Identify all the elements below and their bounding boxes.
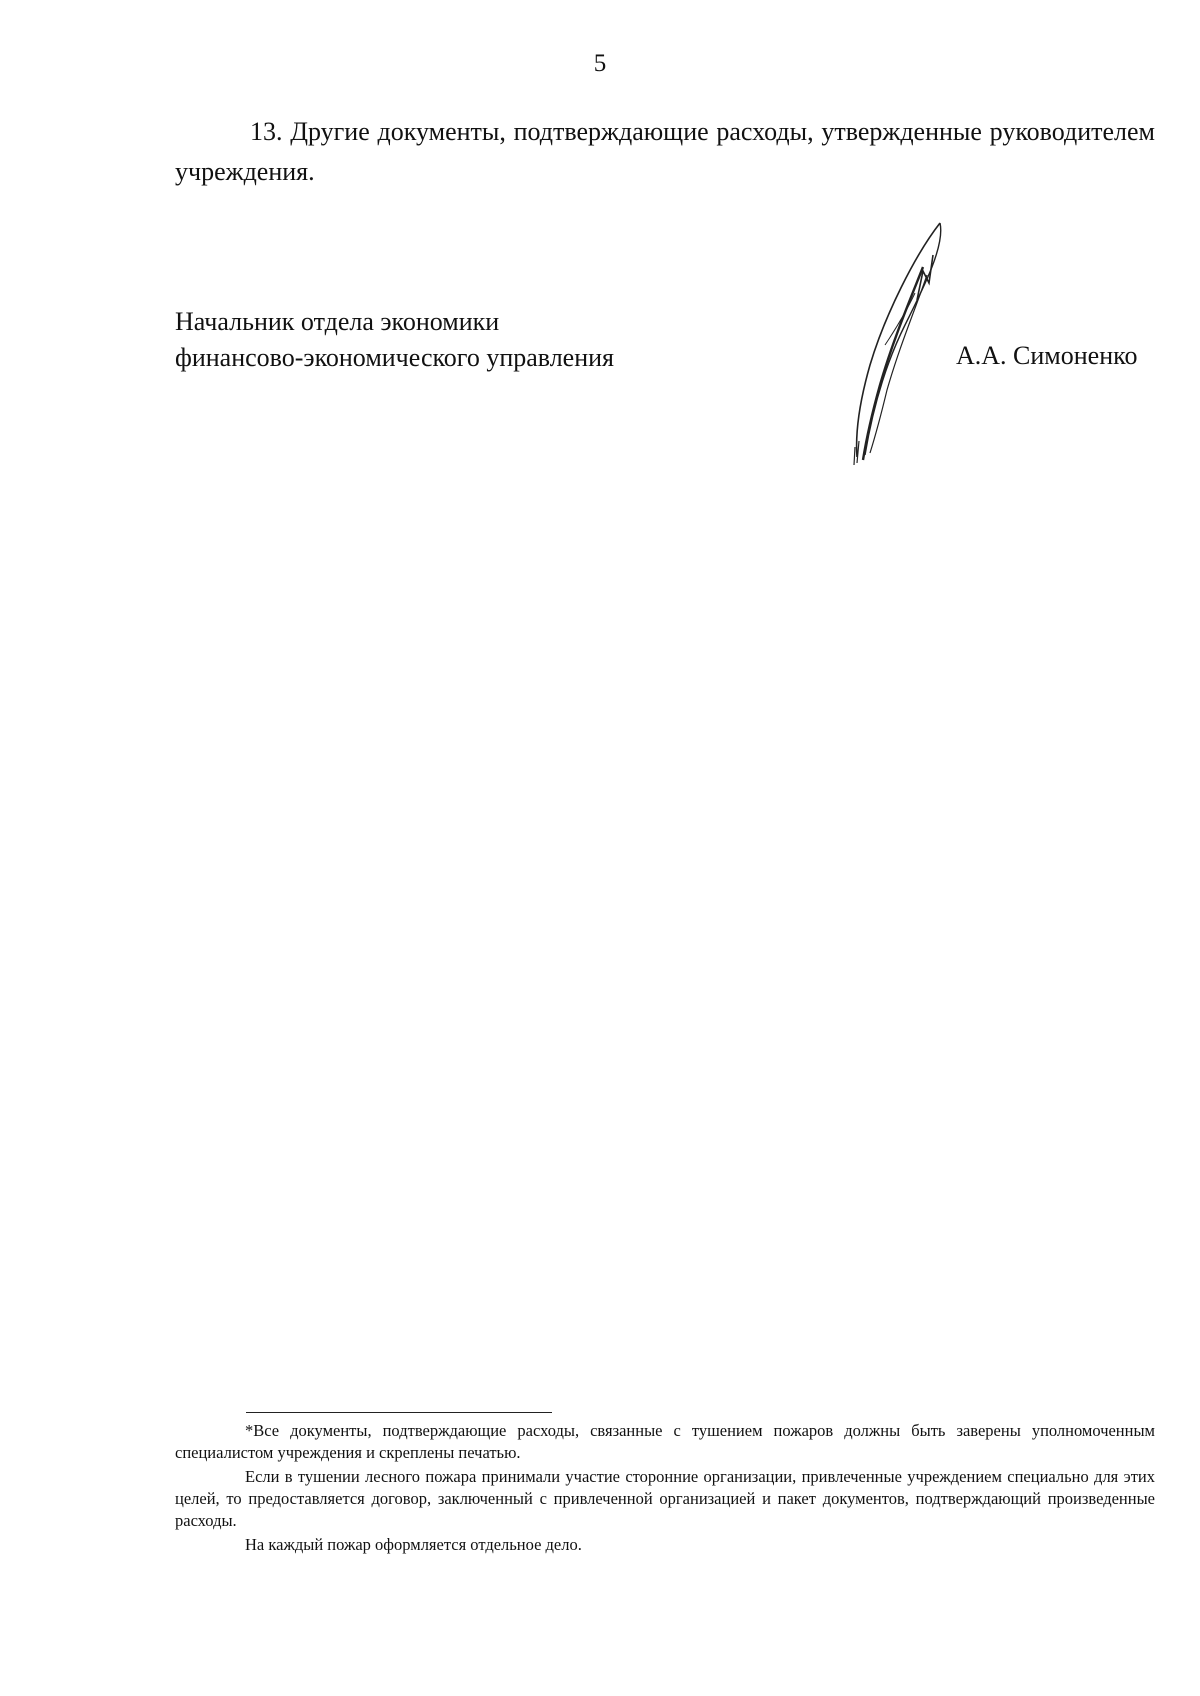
signer-name: А.А. Симоненко [956, 341, 1138, 370]
signer-title [175, 304, 614, 376]
signer-title-line-2: финансово-экономического управления [175, 343, 615, 372]
footnote-3: На каждый пожар оформляется отдельное дело. [245, 1535, 582, 1554]
body-paragraph: 13. Другие документы, подтверждающие расходы, утвержденные руководителем учреждения. [175, 117, 1155, 186]
handwritten-signature [845, 215, 975, 465]
signer-title-line-1: Начальник отдела экономики [175, 307, 500, 336]
footnote-1: *Все документы, подтверждающие расходы, связанные с тушением пожаров должны быть заверены уполномоченным специалистом учреждения и скреплены печатью. [175, 1421, 1155, 1462]
page-number: 5 [593, 50, 607, 77]
footnote-2: Если в тушении лесного пожара принимали участие сторонние организации, привлеченные учреждением специально для этих целей, то предоставляется договор, заключенный с привлеченной организацией и пакет документов, подтверждающий произведенные расходы. [175, 1467, 1155, 1530]
footnotes [175, 1420, 1155, 1558]
footnote-separator [246, 1412, 552, 1413]
